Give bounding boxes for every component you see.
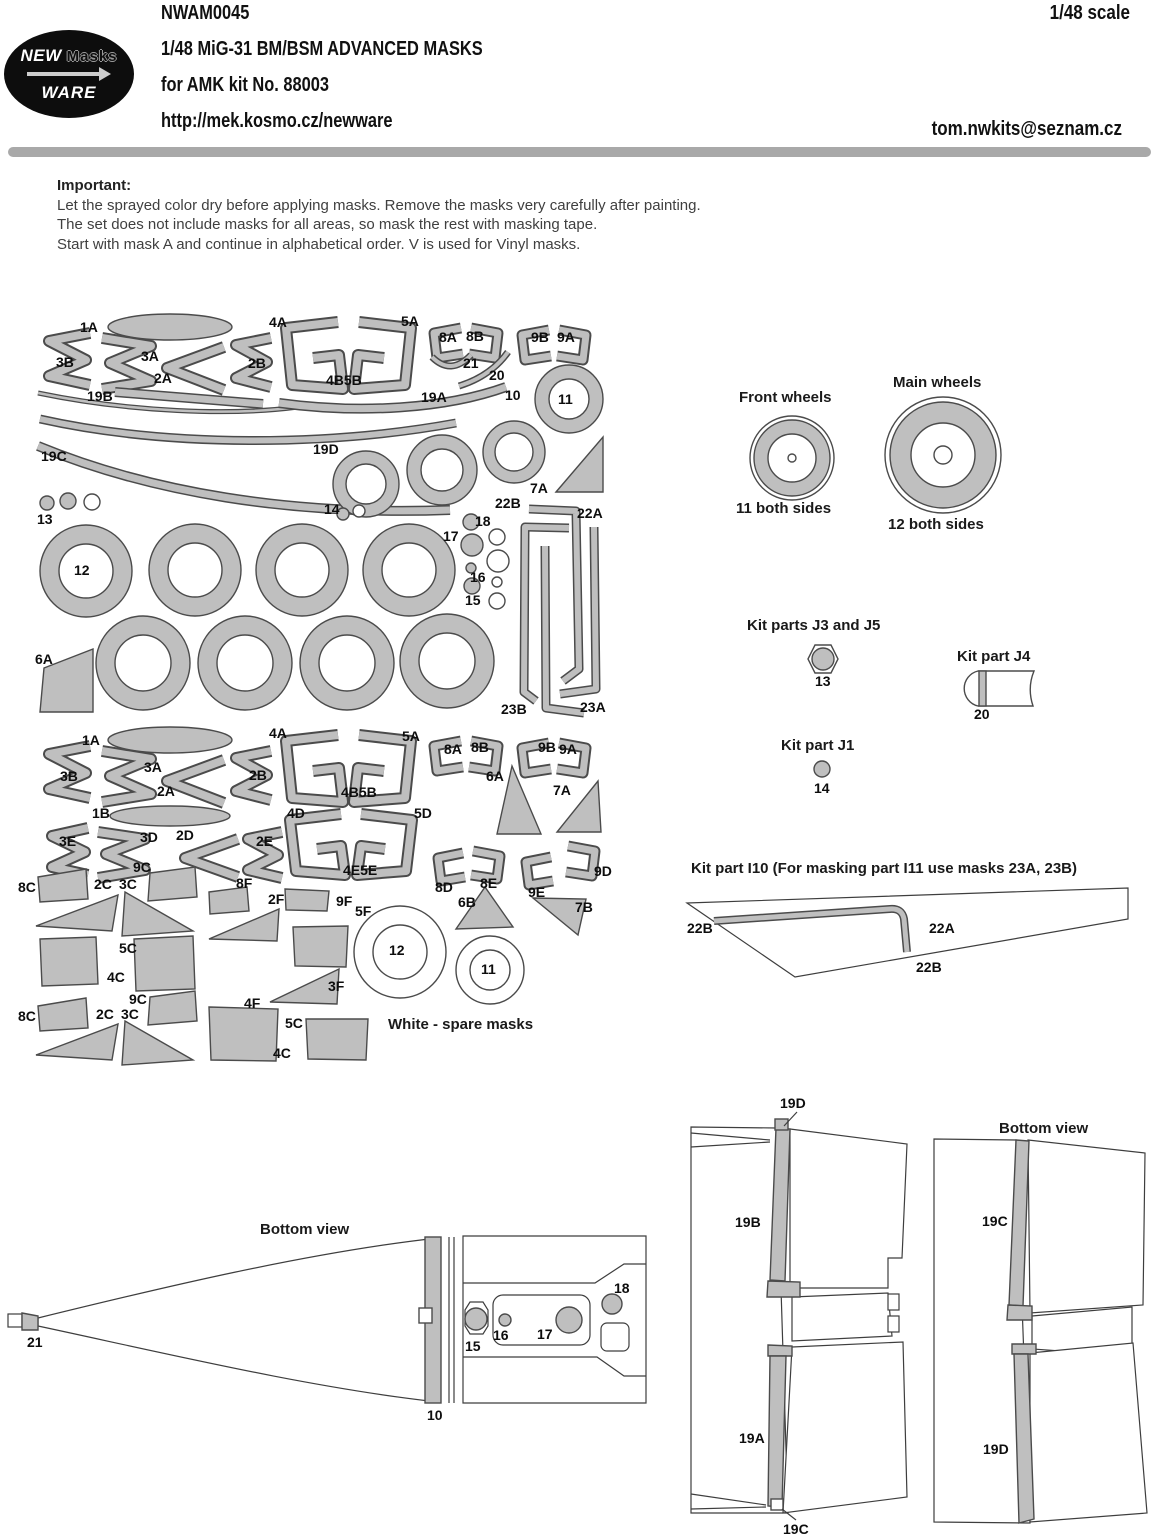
part-label-15: 15 <box>465 1338 481 1354</box>
caption-white-spare-masks: White - spare masks <box>388 1016 534 1033</box>
part-label-20: 20 <box>974 706 990 722</box>
website-url: http://mek.kosmo.cz/newware <box>161 110 393 132</box>
part-label-9a: 9A <box>557 329 575 345</box>
logo-brand-top: NEW <box>20 45 62 65</box>
part-label-19c: 19C <box>982 1213 1008 1229</box>
part-label-6a: 6A <box>35 651 53 667</box>
part-label-4b5b: 4B5B <box>341 784 377 800</box>
part-label-14: 14 <box>324 501 340 517</box>
part-label-2a: 2A <box>157 783 175 799</box>
part-label-1a: 1A <box>82 732 100 748</box>
part-label-11: 11 <box>558 391 573 407</box>
part-label-7b: 7B <box>575 899 593 915</box>
part-label-7a: 7A <box>530 480 548 496</box>
logo-brand-bottom: WARE <box>41 82 97 102</box>
part-label-10: 10 <box>505 387 521 403</box>
part-label-19d: 19D <box>313 441 339 457</box>
part-label-8b: 8B <box>466 328 484 344</box>
part-label-3b: 3B <box>60 768 78 784</box>
part-label-2f: 2F <box>268 891 285 907</box>
part-label-11: 11 <box>481 961 496 977</box>
part-label-6b: 6B <box>458 894 476 910</box>
part-label-8c: 8C <box>18 879 36 895</box>
caption-main-wheels: Main wheels <box>893 374 982 391</box>
part-label-9c: 9C <box>133 859 151 875</box>
part-label-6a: 6A <box>486 768 504 784</box>
part-label-5a: 5A <box>401 313 419 329</box>
part-label-3a: 3A <box>141 348 159 364</box>
part-label-2b: 2B <box>248 355 266 371</box>
bottom-view-nose-diagram <box>8 1236 646 1403</box>
part-label-3a: 3A <box>144 759 162 775</box>
part-label-4c: 4C <box>273 1045 291 1061</box>
part-label-2a: 2A <box>154 370 172 386</box>
part-label-4a: 4A <box>269 314 287 330</box>
wing-diagram-right <box>934 1139 1147 1523</box>
part-label-4e5e: 4E5E <box>343 862 378 878</box>
part-label-9b: 9B <box>531 329 549 345</box>
part-label-17: 17 <box>443 528 459 544</box>
part-label-4c: 4C <box>107 969 125 985</box>
part-label-8a: 8A <box>444 741 462 757</box>
caption-kit-part-j1: Kit part J1 <box>781 737 855 754</box>
caption-11-both-sides: 11 both sides <box>736 500 832 517</box>
part-label-5a: 5A <box>402 728 420 744</box>
part-label-21: 21 <box>463 355 479 371</box>
part-label-16: 16 <box>470 569 486 585</box>
part-label-1a: 1A <box>80 319 98 335</box>
part-label-9f: 9F <box>336 893 353 909</box>
part-label-7a: 7A <box>553 782 571 798</box>
part-label-19a: 19A <box>421 389 447 405</box>
part-label-19c: 19C <box>41 448 67 464</box>
part-label-19b: 19B <box>87 388 113 404</box>
part-label-4d: 4D <box>287 805 305 821</box>
product-code: NWAM0045 <box>161 2 250 24</box>
kit-part-i10-diagram <box>687 888 1128 977</box>
part-label-19b: 19B <box>735 1214 761 1230</box>
caption-kit-part-j4: Kit part J4 <box>957 648 1031 665</box>
part-label-9c: 9C <box>129 991 147 1007</box>
caption-bottom-view: Bottom view <box>999 1120 1089 1137</box>
sheet-subtitle: for AMK kit No. 88003 <box>161 74 329 96</box>
part-label-17: 17 <box>537 1326 553 1342</box>
part-label-2c: 2C <box>94 876 112 892</box>
part-label-22b: 22B <box>687 920 713 936</box>
part-label-8f: 8F <box>236 875 253 891</box>
part-label-21: 21 <box>27 1334 43 1350</box>
part-label-8b: 8B <box>471 739 489 755</box>
part-label-4a: 4A <box>269 725 287 741</box>
part-label-3d: 3D <box>140 829 158 845</box>
part-label-13: 13 <box>815 673 831 689</box>
part-label-9a: 9A <box>559 741 577 757</box>
part-label-2b: 2B <box>249 767 267 783</box>
main-wheel-diagram <box>885 397 1001 513</box>
part-label-3f: 3F <box>328 978 345 994</box>
contact-email: tom.nwkits@seznam.cz <box>931 118 1122 140</box>
part-label-18: 18 <box>614 1280 630 1296</box>
part-label-12: 12 <box>389 942 405 958</box>
part-label-8e: 8E <box>480 875 498 891</box>
part-label-23b: 23B <box>501 701 527 717</box>
part-label-8a: 8A <box>439 329 457 345</box>
part-label-13: 13 <box>37 511 53 527</box>
part-label-9e: 9E <box>528 884 546 900</box>
important-line: Let the sprayed color dry before applying masks. Remove the masks very carefully after painting. <box>57 196 701 214</box>
front-wheel-diagram <box>750 416 834 500</box>
part-label-4f: 4F <box>244 995 261 1011</box>
caption-front-wheels: Front wheels <box>739 389 832 406</box>
kit-part-j4-diagram <box>964 671 1034 706</box>
part-label-19a: 19A <box>739 1430 765 1446</box>
wing-diagram-left <box>691 1112 907 1520</box>
part-label-15: 15 <box>465 592 481 608</box>
part-label-9b: 9B <box>538 739 556 755</box>
part-label-5f: 5F <box>355 903 372 919</box>
part-label-3b: 3B <box>56 354 74 370</box>
logo-brand-masks: Masks <box>66 47 118 65</box>
caption-kit-parts-j3-and-j5: Kit parts J3 and J5 <box>747 617 881 634</box>
caption-kit-part-i10-for-masking-part-i11-use-masks-23a-23b-: Kit part I10 (For masking part I11 use masks 23A, 23B) <box>691 860 1077 877</box>
part-label-22a: 22A <box>577 505 603 521</box>
part-label-8c: 8C <box>18 1008 36 1024</box>
part-label-3c: 3C <box>119 876 137 892</box>
important-line: The set does not include masks for all areas, so mask the rest with masking tape. <box>57 216 598 233</box>
part-label-22b: 22B <box>916 959 942 975</box>
part-label-20: 20 <box>489 367 505 383</box>
important-heading: Important: <box>57 177 132 194</box>
kit-part-j3-j5-diagram <box>808 645 838 673</box>
part-label-19d: 19D <box>983 1441 1009 1457</box>
part-label-4b5b: 4B5B <box>326 372 362 388</box>
part-label-3e: 3E <box>59 833 77 849</box>
part-label-22b: 22B <box>495 495 521 511</box>
part-label-12: 12 <box>74 562 90 578</box>
part-label-19c: 19C <box>783 1521 809 1537</box>
part-label-14: 14 <box>814 780 830 796</box>
wheel-mask-rings <box>40 365 603 710</box>
scale-note: 1/48 scale <box>1049 2 1130 24</box>
part-label-2c: 2C <box>96 1006 114 1022</box>
part-label-2d: 2D <box>176 827 194 843</box>
part-label-22a: 22A <box>929 920 955 936</box>
kit-part-j1-diagram <box>814 761 830 777</box>
important-line: Start with mask A and continue in alphabetical order. V is used for Vinyl masks. <box>57 235 581 253</box>
part-label-1b: 1B <box>92 805 110 821</box>
part-label-23a: 23A <box>580 699 606 715</box>
sheet-title: 1/48 MiG-31 BM/BSM ADVANCED MASKS <box>161 38 483 60</box>
part-label-16: 16 <box>493 1327 509 1343</box>
part-label-18: 18 <box>475 513 491 529</box>
caption-bottom-view: Bottom view <box>260 1221 350 1238</box>
caption-12-both-sides: 12 both sides <box>888 516 984 533</box>
part-label-9d: 9D <box>594 863 612 879</box>
mask-layout-top <box>38 314 603 713</box>
part-label-10: 10 <box>427 1407 443 1423</box>
part-label-5c: 5C <box>285 1015 303 1031</box>
part-label-5d: 5D <box>414 805 432 821</box>
part-label-5c: 5C <box>119 940 137 956</box>
part-label-2e: 2E <box>256 833 274 849</box>
part-label-8d: 8D <box>435 879 453 895</box>
part-label-19d: 19D <box>780 1095 806 1111</box>
part-label-3c: 3C <box>121 1006 139 1022</box>
